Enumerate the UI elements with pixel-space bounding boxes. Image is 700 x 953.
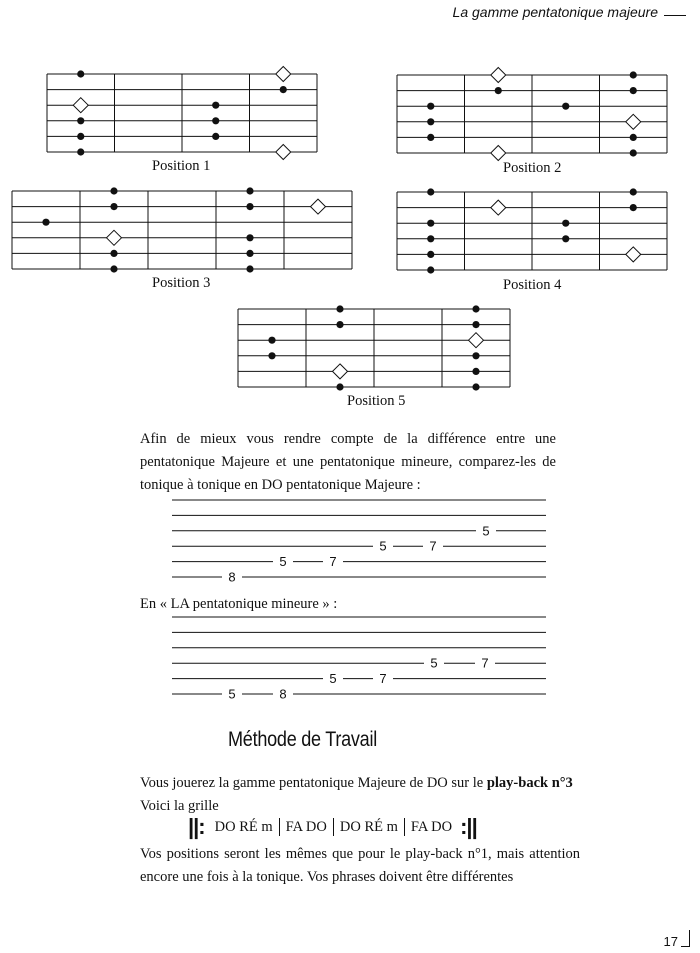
tab-number: 7 (379, 671, 387, 687)
closing-paragraph: Vos positions seront les mêmes que pour le play-back n°1, mais attention encore une fois à la tonique. Vos phrases doivent être différentes (140, 846, 580, 885)
caption-position-5: Position 5 (347, 393, 406, 409)
tab-number: 5 (329, 671, 337, 687)
section-title: Méthode de Travail (228, 728, 377, 751)
tab-number: 7 (429, 538, 437, 554)
page-corner-mark (681, 930, 690, 947)
tablature-la-minor (172, 617, 546, 702)
tab2-label: En « LA pentatonique mineure » : (140, 596, 338, 612)
caption-position-3: Position 3 (152, 275, 211, 291)
repeat-start: ||: (188, 814, 205, 839)
grid-measure-1: DO RÉ m (214, 818, 273, 835)
grid-intro: Voici la grille (140, 798, 219, 814)
barline (279, 818, 280, 836)
tab-number: 5 (279, 554, 287, 570)
tab-number: 5 (228, 686, 236, 702)
barline (404, 818, 405, 836)
caption-position-2: Position 2 (503, 160, 562, 176)
caption-position-1: Position 1 (152, 158, 211, 174)
repeat-end: :|| (460, 814, 477, 839)
tab-number: 5 (430, 655, 438, 671)
tab-number: 7 (481, 655, 489, 671)
tablature-do-major (172, 500, 546, 585)
method-line-prefix: Vous jouerez la gamme pentatonique Majeure de DO sur le (140, 775, 487, 791)
tab-number: 5 (379, 538, 387, 554)
grid-measure-4: FA DO (410, 818, 453, 835)
tab-number: 5 (482, 523, 490, 539)
caption-position-4: Position 4 (503, 277, 562, 293)
page-number: 17 (663, 934, 678, 949)
method-line (140, 772, 580, 795)
tab-number: 7 (329, 554, 337, 570)
tab-number: 8 (279, 686, 287, 702)
tab-number: 8 (228, 569, 236, 585)
playback-reference: play-back n°3 (486, 775, 573, 791)
barline (333, 818, 334, 836)
grid-measure-2: FA DO (285, 818, 327, 835)
grid-measure-3: DO RÉ m (339, 818, 398, 835)
intro-paragraph: Afin de mieux vous rendre compte de la différence entre une pentatonique Majeure et une pentatonique mineure, comparez-les de tonique à tonique en DO pentatonique Majeure : (140, 431, 556, 493)
running-title: La gamme pentatonique majeure (452, 4, 658, 20)
chord-grid (188, 814, 477, 840)
